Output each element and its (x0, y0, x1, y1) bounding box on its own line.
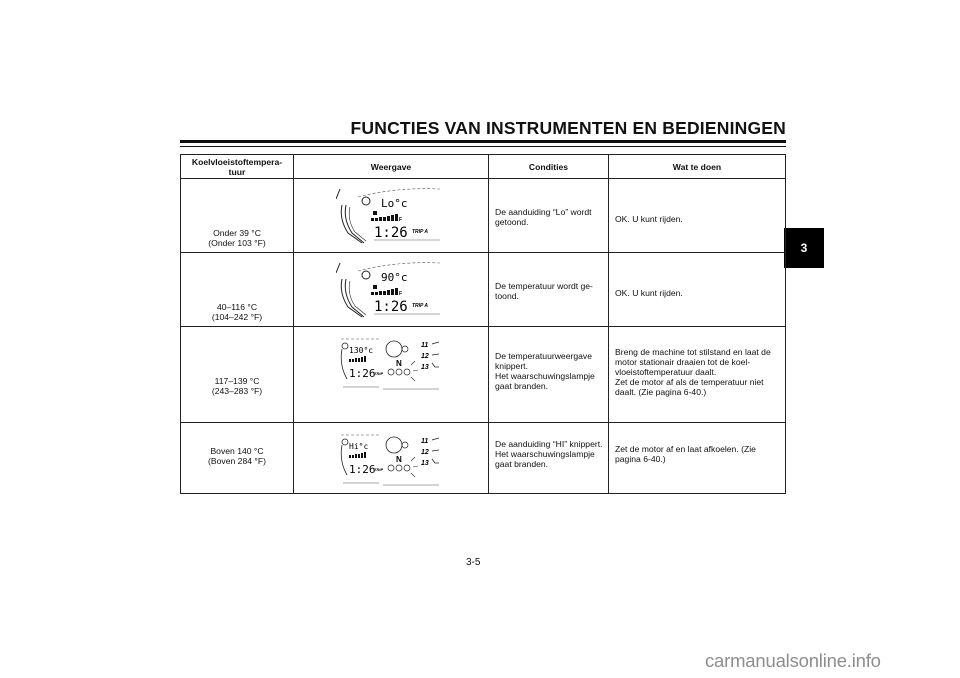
clock-readout: 1:26 (349, 463, 376, 476)
trip-label: TRIP (374, 467, 384, 472)
temperature-celsius: 117–139 °C (214, 376, 260, 386)
temperature-cell (181, 327, 294, 423)
temperature-celsius: Onder 39 °C (213, 228, 261, 238)
action-cell (609, 327, 786, 423)
chapter-tab: 3 (784, 228, 824, 268)
coolant-warning-lamp (396, 465, 402, 471)
fuel-gauge-bars (371, 214, 398, 221)
trip-label: TRIP (374, 371, 384, 376)
display-cell (294, 179, 489, 253)
tachometer-dial (386, 437, 402, 453)
condition-cell (489, 253, 609, 327)
warning-icon (342, 439, 348, 445)
title-rule (180, 140, 786, 143)
lcd-cluster-illustration (339, 431, 443, 487)
condition-text: De temperatuurweergave knippert. Het waarschuwingslampje gaat branden. (495, 351, 595, 391)
warning-icon (362, 271, 370, 279)
table-row (181, 253, 786, 327)
fuel-gauge-bars (349, 356, 366, 362)
condition-text: De temperatuur wordt ge-toond. (495, 281, 593, 301)
action-text: Zet de motor af en laat afkoelen. (Zie pagina 6-40.) (615, 444, 756, 464)
action-cell (609, 179, 786, 253)
scale-number: 12 (421, 449, 429, 456)
temperature-cell (181, 179, 294, 253)
scale-number: 12 (421, 353, 429, 360)
title-rule-thin (180, 146, 786, 147)
coolant-warning-lamp (396, 369, 402, 375)
fuel-icon (373, 211, 377, 215)
temperature-readout: 90°c (381, 271, 408, 284)
condition-text: De aanduiding “Lo” wordt getoond. (495, 207, 592, 227)
scale-number: 11 (421, 342, 429, 349)
column-header-action: Wat te doen (609, 155, 786, 179)
clock-readout: 1:26 (374, 299, 408, 315)
temperature-celsius: Boven 140 °C (210, 446, 264, 456)
display-cell (294, 253, 489, 327)
display-cell (294, 327, 489, 423)
temperature-readout: Hi°c (349, 442, 369, 451)
temperature-celsius: 40–116 °C (216, 302, 258, 312)
fuel-full-label: F (399, 217, 403, 223)
tachometer-dial (386, 341, 402, 357)
column-header-temperature: Koelvloeistoftempera- tuur (181, 155, 294, 179)
table-row (181, 179, 786, 253)
scale-number: 13 (421, 364, 429, 371)
clock-readout: 1:26 (374, 225, 408, 241)
fuel-icon (373, 285, 377, 289)
display-cell (294, 423, 489, 494)
temperature-fahrenheit: (Onder 103 °F) (208, 238, 266, 248)
temperature-fahrenheit: (243–283 °F) (211, 386, 263, 396)
clock-readout: 1:26 (349, 367, 376, 380)
condition-cell (489, 423, 609, 494)
action-text: OK. U kunt rijden. (615, 288, 683, 298)
action-text: OK. U kunt rijden. (615, 214, 683, 224)
page-number: 3-5 (466, 557, 481, 568)
neutral-indicator: N (396, 359, 402, 368)
warning-icon (342, 343, 348, 349)
temperature-cell (181, 253, 294, 327)
neutral-indicator: N (396, 455, 402, 464)
action-cell (609, 423, 786, 494)
fuel-gauge-bars (349, 452, 366, 458)
watermark: carmanualsonline.info (705, 650, 881, 671)
temperature-fahrenheit: (Boven 284 °F) (208, 456, 266, 466)
action-cell (609, 253, 786, 327)
condition-cell (489, 327, 609, 423)
coolant-temperature-table (180, 154, 786, 494)
lcd-cluster-illustration (339, 335, 443, 391)
column-header-conditions: Condities (489, 155, 609, 179)
trip-label: TRIP A (412, 303, 429, 309)
lcd-display-illustration (336, 187, 446, 245)
fuel-full-label: F (399, 291, 403, 297)
warning-icon (362, 197, 370, 205)
trip-label: TRIP A (412, 229, 429, 235)
lcd-display-illustration (336, 261, 446, 319)
action-text: Breng de machine tot stilstand en laat de motor stationair draaien tot de koel-vloeistoftemperatuur daalt. Zet de motor af als de temperatuur niet daalt. (Zie pagina 6-40.) (615, 347, 771, 397)
scale-number: 11 (421, 438, 429, 445)
table-header-row (181, 155, 786, 179)
temperature-readout: 130°c (349, 346, 374, 355)
condition-text: De aanduiding “HI” knippert. Het waarschuwingslampje gaat branden. (495, 439, 603, 469)
column-header-display: Weergave (294, 155, 489, 179)
scale-number: 13 (421, 460, 429, 467)
fuel-gauge-bars (371, 288, 398, 295)
table-row (181, 423, 786, 494)
table-row (181, 327, 786, 423)
temperature-cell (181, 423, 294, 494)
temperature-readout: Lo°c (381, 197, 408, 210)
page-title: FUNCTIES VAN INSTRUMENTEN EN BEDIENINGEN (350, 118, 786, 138)
temperature-fahrenheit: (104–242 °F) (211, 312, 263, 322)
condition-cell (489, 179, 609, 253)
